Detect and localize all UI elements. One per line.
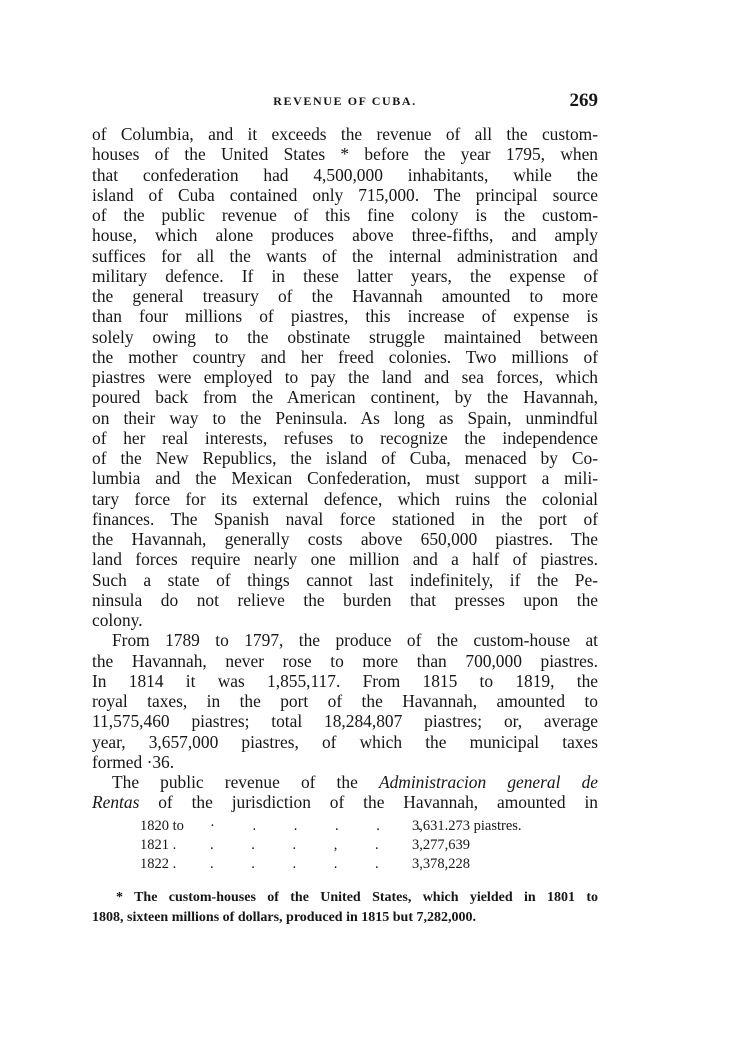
text-line: of Columbia, and it exceeds the revenue of all the custom- xyxy=(92,124,598,144)
text-line: solely owing to the obstinate struggle maintained between xyxy=(92,326,598,347)
text-line: 11,575,460 piastres; total 18,284,807 piastres; or, average xyxy=(92,711,598,732)
text-line: on their way to the Peninsula. As long as Spain, unmindful xyxy=(92,407,598,428)
text-line: tary force for its external defence, which ruins the colonial xyxy=(92,488,598,509)
text-line: ninsula do not relieve the burden that presses upon the xyxy=(92,589,598,610)
text-line: of the New Republics, the island of Cuba, menaced by Co- xyxy=(92,448,598,468)
italic-term: Rentas xyxy=(92,792,140,813)
text-line: house, which alone produces above three-fifths, and amply xyxy=(92,225,598,246)
revenue-row xyxy=(140,836,560,855)
leader-dots: . . . . . xyxy=(210,856,396,872)
revenue-amount: 3,378,228 xyxy=(412,856,470,872)
leader-dots: . . . , . xyxy=(210,837,396,853)
text-line: From 1789 to 1797, the produce of the custom-house at xyxy=(112,630,598,651)
revenue-year: 1820 to xyxy=(140,818,184,834)
text-line: suffices for all the wants of the internal administration and xyxy=(92,245,598,266)
revenue-year: 1821 . xyxy=(140,837,177,853)
text-line: of her real interests, refuses to recognize the independence xyxy=(92,427,598,448)
revenue-table xyxy=(140,817,560,874)
text-line: Such a state of things cannot last indefinitely, if the Pe- xyxy=(92,569,598,590)
text-line: finances. The Spanish naval force stationed in the port of xyxy=(92,508,598,529)
text-line: of the public revenue of this fine colony is the custom- xyxy=(92,205,598,225)
body-text xyxy=(92,124,598,813)
text-line: houses of the United States * before the year 1795, when xyxy=(92,144,598,165)
text-line: colony. xyxy=(92,610,143,630)
leader-dots: · . . . . . xyxy=(210,818,439,834)
footnote-line: * The custom-houses of the United States, which yielded in 1801 to xyxy=(116,890,598,905)
text-line: the mother country and her freed colonies. Two millions of xyxy=(92,346,598,367)
running-head xyxy=(92,90,598,114)
text-line: land forces require nearly one million and a half of piastres. xyxy=(92,549,598,570)
italic-line-after: of the jurisdiction of the Havannah, amounted in xyxy=(139,792,598,813)
revenue-row xyxy=(140,817,560,836)
text-line: the Havannah, generally costs above 650,000 piastres. The xyxy=(92,529,598,549)
text-line: year, 3,657,000 piastres, of which the municipal taxes xyxy=(92,731,598,752)
footnote xyxy=(92,888,598,927)
text-line: the general treasury of the Havannah amounted to more xyxy=(92,286,598,306)
text-line: In 1814 it was 1,855,117. From 1815 to 1819, the xyxy=(92,670,598,691)
revenue-amount: 3,631.273 piastres. xyxy=(412,818,522,834)
revenue-amount: 3,277,639 xyxy=(412,837,470,853)
page-number: 269 xyxy=(569,90,598,111)
text-line: the Havannah, never rose to more than 700,000 piastres. xyxy=(92,650,598,671)
footnote-line: 1808, sixteen millions of dollars, produced in 1815 but 7,282,000. xyxy=(92,909,477,925)
text-line: than four millions of piastres, this increase of expense is xyxy=(92,306,598,327)
text-line: island of Cuba contained only 715,000. The principal source xyxy=(92,184,598,205)
revenue-row xyxy=(140,855,560,874)
text-line: royal taxes, in the port of the Havannah, amounted to xyxy=(92,691,598,711)
italic-line-before: The public revenue of the xyxy=(112,772,379,792)
italic-term: Administracion general de xyxy=(378,772,598,792)
text-line-italic xyxy=(92,792,598,812)
text-line: poured back from the American continent, by the Havannah, xyxy=(92,387,598,408)
running-title: REVENUE OF CUBA. xyxy=(273,94,417,108)
revenue-year: 1822 . xyxy=(140,856,177,872)
text-line: that confederation had 4,500,000 inhabitants, while the xyxy=(92,164,598,185)
text-line: lumbia and the Mexican Confederation, must support a mili- xyxy=(92,468,598,489)
text-line: piastres were employed to pay the land and sea forces, which xyxy=(92,367,598,387)
text-line: formed ·36. xyxy=(92,751,175,772)
text-line: military defence. If in these latter years, the expense of xyxy=(92,265,598,286)
text-line-italic xyxy=(92,772,598,792)
